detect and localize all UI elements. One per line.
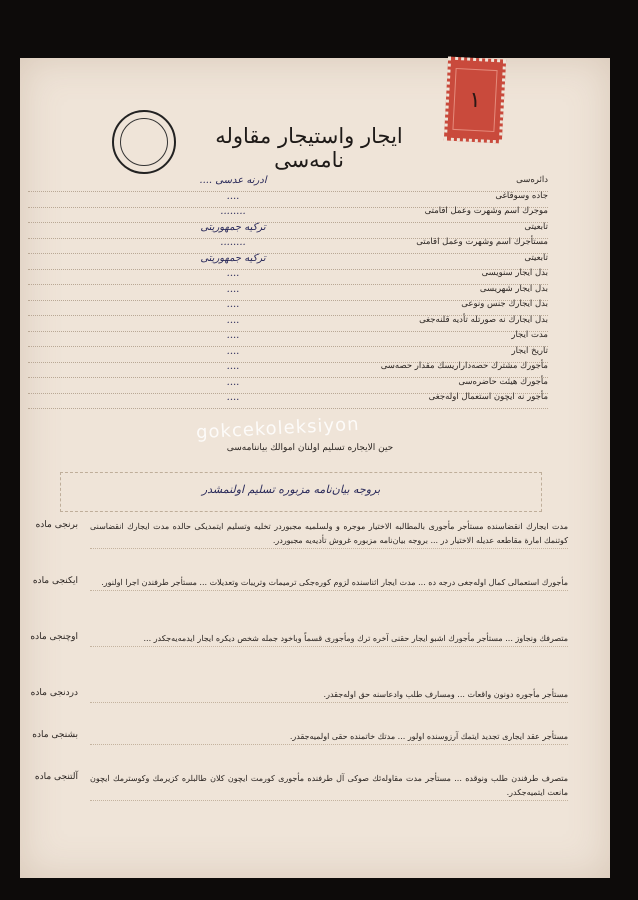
field-row — [28, 346, 548, 363]
field-label: مدت ایجار — [511, 330, 548, 340]
article-text: مستأجر عقد ایجاری تجدید ایتمك آرزوسنده اولور ... مدتك خاتمنده حقی اولمیه‌جقدر. — [90, 730, 568, 745]
field-row — [28, 222, 548, 239]
field-row — [28, 392, 548, 409]
field-row — [28, 315, 548, 332]
field-value: .... — [226, 299, 240, 310]
field-label: مأجورك مشترك حصه‌داراریسك مقدار حصه‌سی — [380, 361, 548, 371]
field-label: بدل ایجار سنویسی — [481, 268, 548, 278]
field-label: تابعیتی — [524, 252, 548, 263]
field-value: .... — [226, 376, 240, 388]
field-row — [28, 299, 548, 316]
article-number: بشنجی ماده — [32, 730, 78, 740]
field-value: ادرنه عدسی .... — [199, 175, 267, 186]
field-row — [28, 361, 548, 378]
field-row — [28, 330, 548, 347]
article-text: متصرفك ونجاوز ... مستأجر مأجورك اشبو ایجار حقنی آخره ترك ومأجوری قسماً وباخود جمله شخص دیکره ایجار ایدمه‌یه‌جکدر ... — [90, 632, 568, 647]
field-row — [28, 253, 548, 270]
field-value: ترکیه جمهوریتی — [200, 221, 266, 233]
stamp-value: ۱ — [452, 68, 497, 132]
field-label: مأجورك هیئت حاضره‌سی — [458, 376, 548, 387]
article-text: مدت ایجارك انقضاسنده مستأجر مأجوری بالمطالبه الاختیار موجره و ولسلمیه مجبوردر تخلیه وتسلیم ایتمدیکی حالده مدت ایجارك انقضاسنی کوتنمك امارة مقاطعه عدیله الاختیار در ... بروجه بیان‌نامه مزبوره غروش تأدیه‌یه مجبوردر. — [90, 520, 568, 549]
field-row — [28, 175, 548, 192]
field-row — [28, 268, 548, 285]
tughra-seal — [112, 110, 176, 174]
field-value: .... — [226, 283, 240, 295]
field-row — [28, 284, 548, 301]
field-row — [28, 237, 548, 254]
article-text: مستأجر مأجوره دونون واقعات ... ومسارف طلب وادعاسنه حق اوله‌جقدر. — [90, 688, 568, 703]
field-label: بدل ایجار شهریسی — [479, 283, 548, 294]
field-label: تاریخ ایجار — [511, 345, 548, 356]
article-text: مأجورك استعمالی کمال اوله‌جغی درجه ده ... مدت ایجار اثناسنده لزوم کوره‌جکی ترمیمات وتریبات وتعدیلات ... مستأجر طرفندن اجرا اولنور. — [90, 576, 568, 591]
field-label: مأجور نه ایچون استعمال اوله‌جغی — [428, 392, 548, 402]
field-row — [28, 377, 548, 394]
field-value: .... — [226, 392, 240, 403]
article-number: اوچنجی ماده — [30, 632, 78, 642]
field-value: ترکیه جمهوریتی — [200, 252, 266, 264]
article-number: دردنجی ماده — [30, 688, 78, 698]
field-row — [28, 191, 548, 208]
field-value: .... — [226, 268, 240, 279]
field-label: بدل ایجارك جنس ونوعی — [461, 299, 548, 309]
watermark: gokcekoleksiyon — [195, 413, 361, 444]
field-value: ........ — [220, 206, 246, 217]
article-text: متصرف طرفندن طلب ونوقده ... مستأجر مدت مقاوله‌ئك صوكی آل طرفنده مأجوری کورمت ایچون کلان طالبلره کزیرمك وکوسترمك ایچون مانعت ایتمیه‌جکدر. — [90, 772, 568, 801]
inventory-caption: حین الایجاره تسلیم اولنان اموالك بیاننامه‌سی — [226, 443, 394, 453]
field-value: .... — [226, 345, 240, 357]
field-value: .... — [226, 361, 240, 372]
document-title: ایجار واستیجار مقاوله نامه‌سی — [215, 124, 403, 172]
field-row — [28, 206, 548, 223]
article-number: ایکنجی ماده — [32, 576, 78, 586]
field-value: .... — [226, 190, 240, 202]
inventory-box — [60, 472, 542, 512]
field-label: دائره‌سی — [516, 175, 548, 185]
article-number: برنجی ماده — [35, 520, 78, 530]
field-value: .... — [226, 330, 240, 341]
article-number: آلتنجی ماده — [34, 772, 78, 782]
field-label: مستأجرك اسم وشهرت وعمل اقامتی — [416, 237, 548, 247]
inventory-note: بروجه بیان‌نامه مزبوره تسلیم اولنمشدر — [201, 483, 381, 496]
field-label: جاده وسوقاغی — [495, 190, 548, 201]
revenue-stamp — [444, 57, 506, 144]
field-value: ........ — [220, 237, 246, 248]
field-label: موجرك اسم وشهرت وعمل اقامتی — [424, 206, 548, 216]
field-value: .... — [226, 314, 240, 326]
seal-ring — [120, 118, 168, 166]
field-label: بدل ایجارك نه صورتله تأدیه قلنه‌جغی — [419, 314, 548, 325]
field-label: تابعیتی — [524, 221, 548, 232]
